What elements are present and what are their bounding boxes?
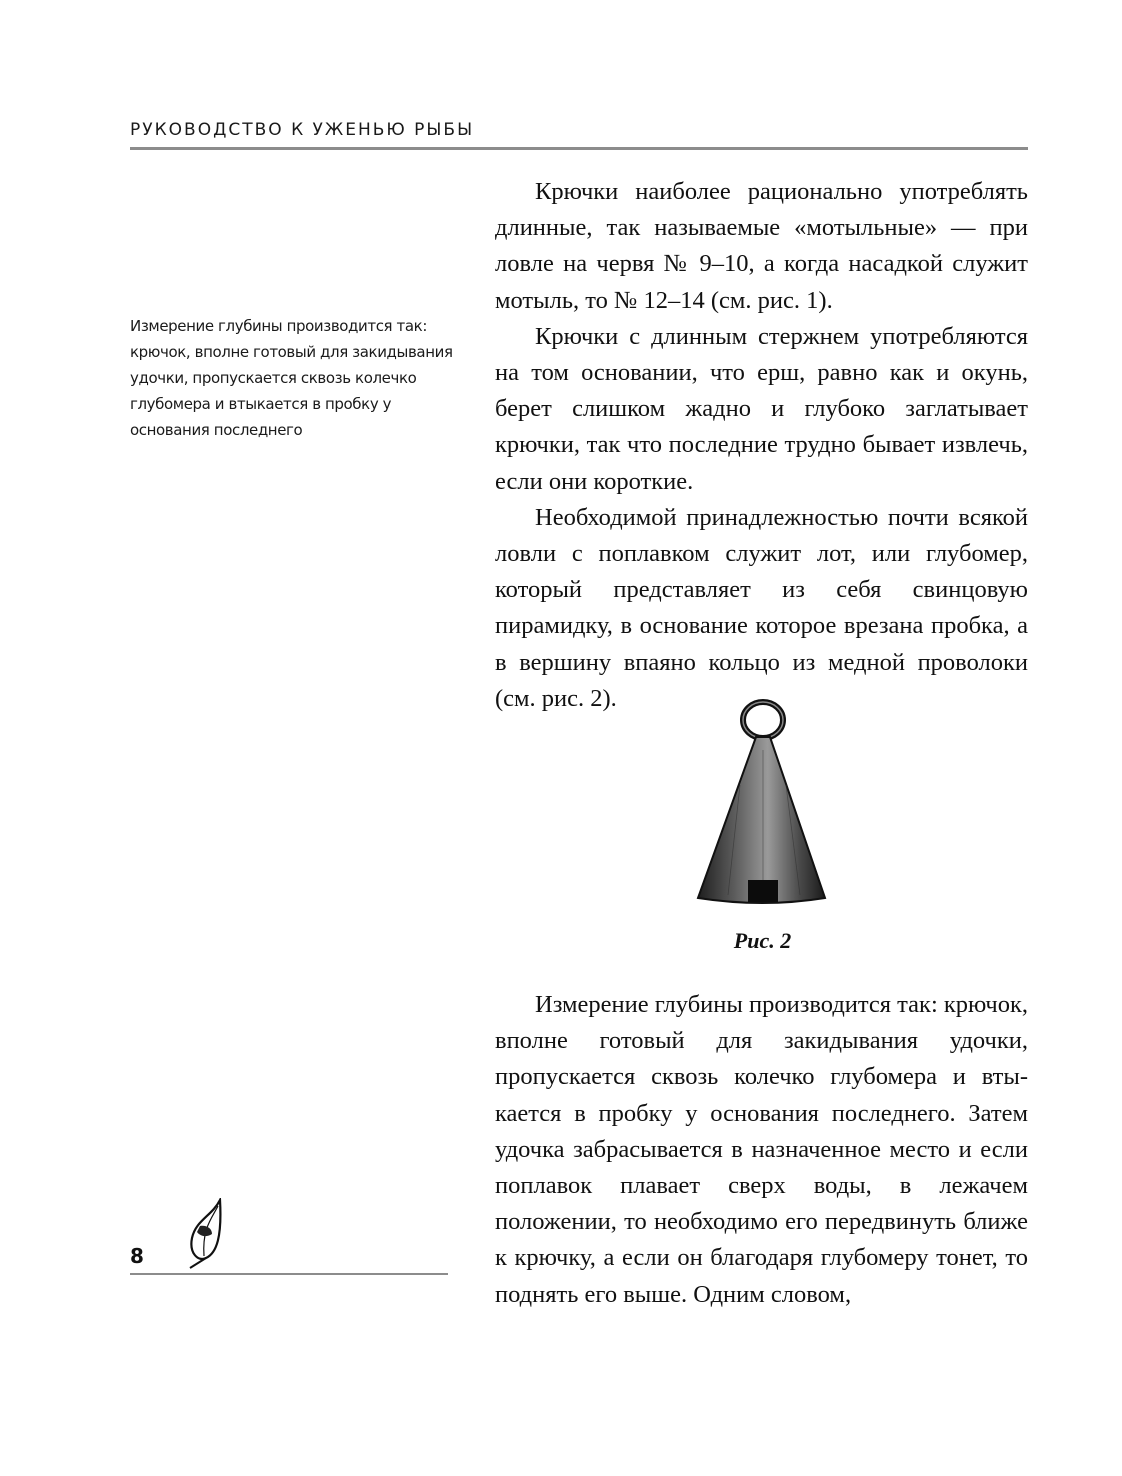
paragraph: Крючки наиболее рационально употреблять длинные, так называемые «мотыльные» — при ловле на червя № 9–10, а когда насадкой служит мотыль, то № 12–14 (см. рис. 1). (495, 178, 1028, 314)
page-number: 8 (130, 1244, 144, 1268)
paragraph: Крючки с длинным стержнем употребляются на том основании, что ерш, равно как и окунь, берет слишком жадно и глубоко заглатывает крючки, так что последние трудно бывает извлечь, если они короткие. (495, 322, 1028, 495)
paragraph: Необходимой принадлежностью почти всякой ловли с поплавком служит лот, или глубомер, который представляет из себя свинцовую пирамидку, в основание которое врезана пробка, а в вершину впаяно кольцо из медной проволоки (см. рис. 2). (495, 503, 1028, 712)
margin-note: Измерение глубины производится так: крючок, вполне готовый для закидывания удочки, пропускается сквозь колечко глубомера и втыкается в пробку у основания последнего (130, 317, 453, 439)
paragraph: Измерение глубины производится так: крючок, вполне готовый для закидывания удочки, пропускается сквозь колечко глубомера и втыкается в пробку у основания последнего. Затем удочка забрасывается в назначенное место и если поплавок плавает сверх воды, в лежачем положении, то необходимо его передвинуть ближе к крючку, а если он благодаря глубомеру тонет, то поднять его выше. Одним словом, (495, 991, 1029, 1308)
depth-sounder-illustration (690, 690, 835, 915)
float-leaf-icon (182, 1198, 232, 1270)
figure-caption: Рис. 2 (733, 928, 792, 953)
body-text-top (495, 174, 1028, 717)
header-rule (130, 147, 1028, 150)
body-text-bottom (495, 987, 1028, 1313)
footer-rule (130, 1273, 448, 1275)
running-head: РУКОВОДСТВО К УЖЕНЬЮ РЫБЫ (130, 120, 475, 140)
